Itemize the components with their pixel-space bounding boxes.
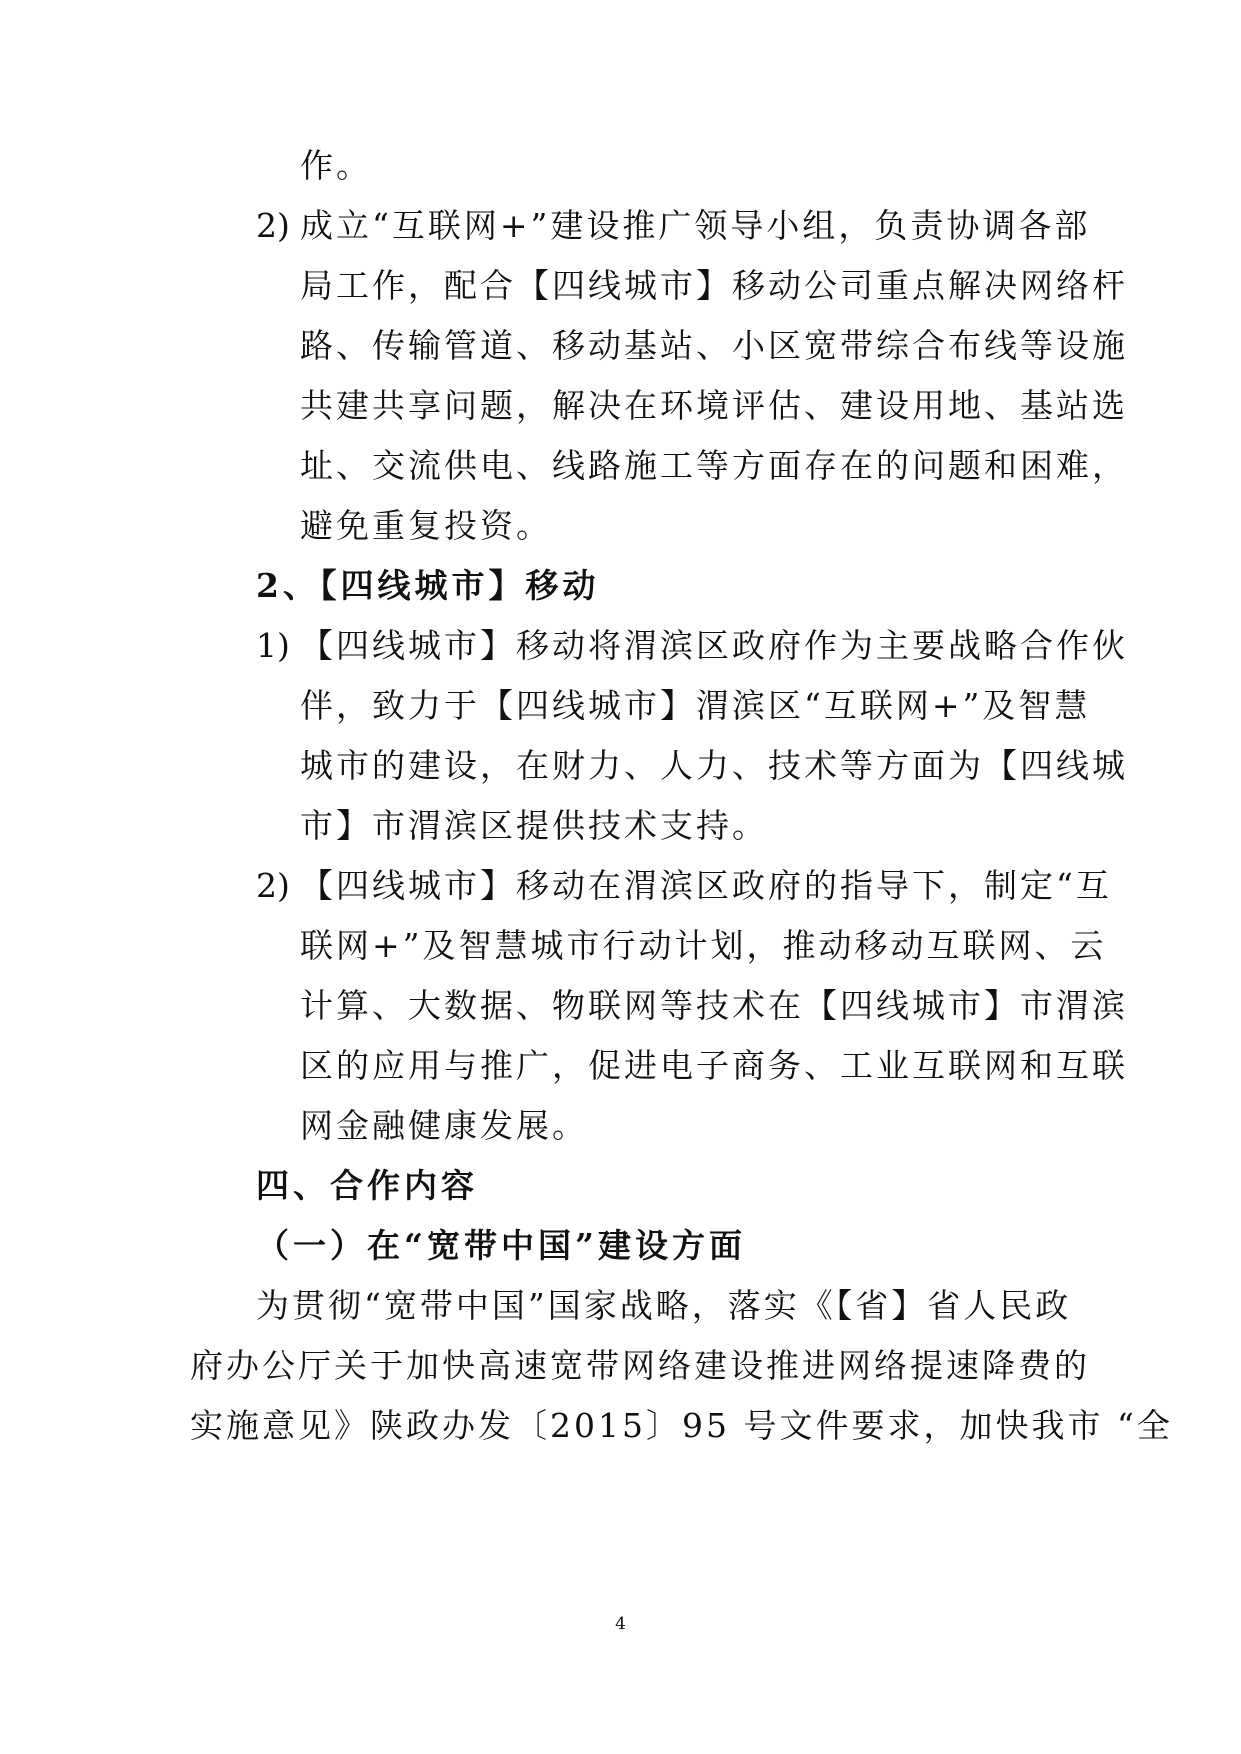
list-number: 2): [256, 206, 290, 245]
text-line: 避免重复投资。: [300, 506, 552, 545]
text-line: 共建共享问题，解决在环境评估、建设用地、基站选: [300, 386, 1128, 425]
section-heading: 2、【四线城市】移动: [256, 566, 600, 605]
text-line: 址、交流供电、线路施工等方面存在的问题和困难，: [300, 446, 1128, 485]
text-line: 实施意见》陕政办发〔2015〕95 号文件要求，加快我市 “全: [190, 1406, 1173, 1445]
text-line: 联网+”及智慧城市行动计划，推动移动互联网、云: [300, 926, 1107, 965]
text-line: 伴，致力于【四线城市】渭滨区“互联网+”及智慧: [300, 686, 1091, 725]
text-line: 计算、大数据、物联网等技术在【四线城市】市渭滨: [300, 986, 1128, 1025]
text-line: 府办公厅关于加快高速宽带网络建设推进网络提速降费的: [190, 1346, 1090, 1385]
list-number: 1): [256, 626, 290, 665]
text-line: 路、传输管道、移动基站、小区宽带综合布线等设施: [300, 326, 1128, 365]
text-line: 区的应用与推广，促进电子商务、工业互联网和互联: [300, 1046, 1128, 1085]
subsection-heading: （一）在“宽带中国”建设方面: [256, 1226, 746, 1265]
text-line: 局工作，配合【四线城市】移动公司重点解决网络杆: [300, 266, 1128, 305]
text-line: 城市的建设，在财力、人力、技术等方面为【四线城: [300, 746, 1128, 785]
text-line: 市】市渭滨区提供技术支持。: [300, 806, 768, 845]
text-line: 成立“互联网+”建设推广领导小组，负责协调各部: [300, 206, 1091, 245]
list-number: 2): [256, 866, 290, 905]
section-heading: 四、合作内容: [256, 1166, 478, 1205]
text-line: 为贯彻“宽带中国”国家战略，落实《【省】省人民政: [256, 1286, 1072, 1325]
text-line: 作。: [300, 146, 372, 185]
text-line: 网金融健康发展。: [300, 1106, 588, 1145]
page-number: 4: [615, 1614, 626, 1634]
text-line: 【四线城市】移动将渭滨区政府作为主要战略合作伙: [300, 626, 1128, 665]
text-line: 【四线城市】移动在渭滨区政府的指导下，制定“互: [300, 866, 1112, 905]
